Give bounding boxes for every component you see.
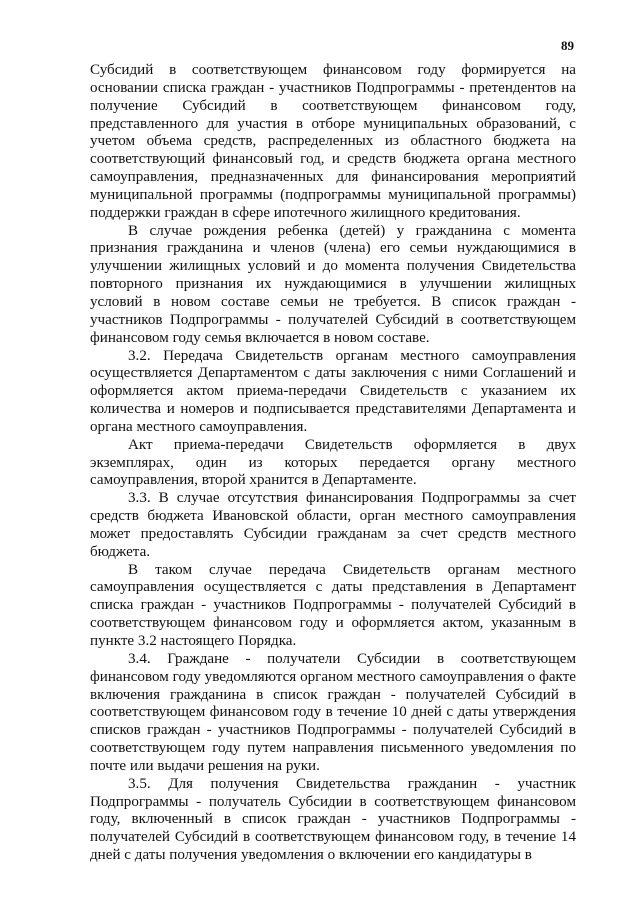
page-number: 89 [561,38,574,53]
document-body [90,62,576,865]
paragraph-transfer-case: В таком случае передача Свидетельств органам местного самоуправления осуществляется с даты представления в Департамент списка граждан - участников Подпрограммы - получателей Субсидий в соответствующем финансовом году и оформляется актом, указанным в пункте 3.2 настоящего Порядка. [90,561,576,649]
paragraph-child-birth: В случае рождения ребенка (детей) у гражданина с момента признания гражданина и членов (члена) его семьи нуждающимися в улучшении жилищных условий и до момента получения Свидетельства повторного признания их нуждающимися в улучшении жилищных условий в новом составе семьи не требуется. В список граждан - участников Подпрограммы - получателей Субсидий в соответствующем финансовом году семья включается в новом составе. [90,222,576,346]
paragraph-3-4: 3.4. Граждане - получатели Субсидии в соответствующем финансовом году уведомляются органом местного самоуправления о факте включения гражданина в список граждан - получателей Субсидий в соответствующем финансовом году в течение 10 дней с даты утверждения списков граждан - участников Подпрограммы - получателей Субсидий в соответствующем году путем направления письменного уведомления по почте или выдачи решения на руки. [90,650,576,774]
paragraph-3-5: 3.5. Для получения Свидетельства гражданин - участник Подпрограммы - получатель Субсидии в соответствующем финансовом году, включенный в список граждан - участников Подпрограммы - получателей Субсидий в соответствующем финансовом году, в течение 14 дней с даты получения уведомления о включении его кандидатуры в [90,775,576,864]
paragraph-continuation: Субсидий в соответствующем финансовом году формируется на основании списка граждан - участников Подпрограммы - претендентов на получение Субсидий в соответствующем финансовом году, представленного для участия в отборе муниципальных образований, с учетом объема средств, распределенных из областного бюджета на соответствующий финансовый год, и средств бюджета органа местного самоуправления, предназначенных для финансирования мероприятий муниципальной программы (подпрограммы муниципальной программы) поддержки граждан в сфере ипотечного жилищного кредитования. [90,62,576,221]
paragraph-3-3: 3.3. В случае отсутствия финансирования Подпрограммы за счет средств бюджета Ивановской области, орган местного самоуправления может предоставлять Субсидии гражданам за счет средств местного бюджета. [90,490,576,560]
paragraph-transfer-act: Акт приема-передачи Свидетельств оформляется в двух экземплярах, один из которых передается органу местного самоуправления, второй хранится в Департаменте. [90,436,576,489]
paragraph-3-2: 3.2. Передача Свидетельств органам местного самоуправления осуществляется Департаментом с даты заключения с ними Соглашений и оформляется актом приема-передачи Свидетельств с указанием их количества и номеров и подписывается представителями Департамента и органа местного самоуправления. [90,347,576,435]
